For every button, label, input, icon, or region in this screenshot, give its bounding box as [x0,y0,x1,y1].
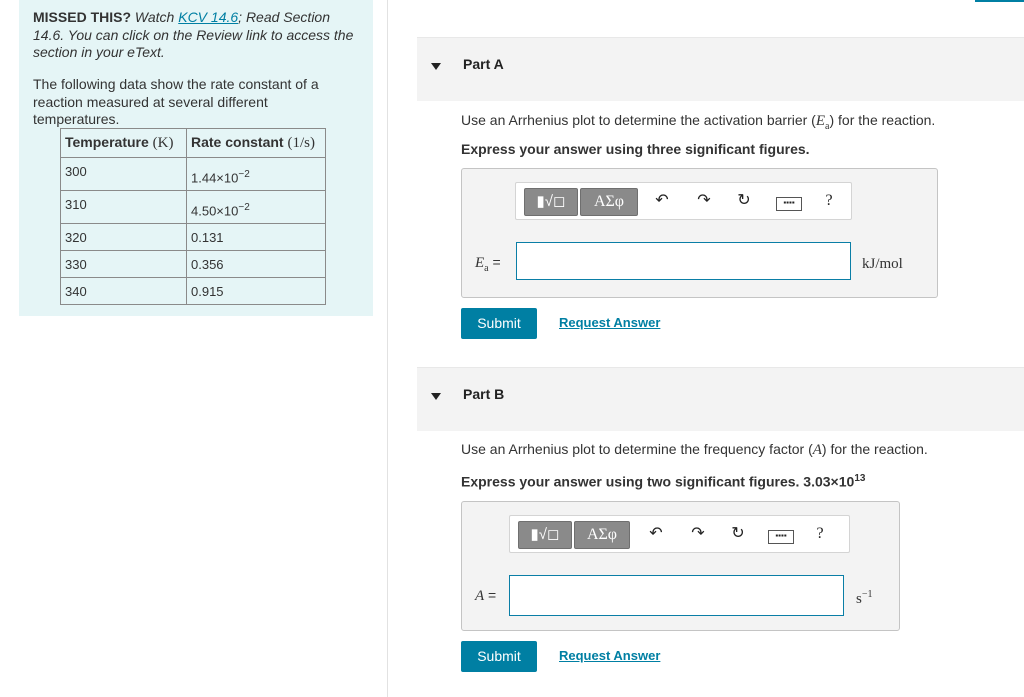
math-toolbar [515,182,852,220]
help-icon[interactable]: ? [816,525,824,542]
rate-cell: 0.356 [187,251,326,278]
table-row [61,251,326,278]
a-unit-label: $s^{-1}$ [856,589,873,607]
part-b-instruction: Express your answer using two significant figures. $3.03\times 10^{13}$ [461,473,866,490]
a-answer-input[interactable] [509,575,844,616]
part-a-instruction: Express your answer using three significant figures. [461,141,810,157]
top-accent-bar [975,0,1024,2]
part-b-title: Part B [463,386,505,402]
ea-answer-input[interactable] [516,242,851,280]
temp-cell: 340 [61,278,187,305]
table-header-row [61,129,326,158]
a-variable-label: A = [475,587,497,604]
greek-symbols-icon: ΑΣφ [586,526,618,543]
missed-this-label: MISSED THIS? [33,9,132,25]
temp-cell: 320 [61,224,187,251]
rate-constant-header: Rate constant (1/s) [187,129,326,158]
help-icon[interactable]: ? [825,192,833,209]
rate-cell: 0.131 [187,224,326,251]
rate-cell: 0.915 [187,278,326,305]
keyboard-icon[interactable]: ▪▪▪▪ [768,530,794,544]
part-a-submit-button[interactable]: Submit [461,308,537,339]
temperature-header: Temperature (K) [61,129,187,158]
part-a-answer-box [461,168,938,298]
rate-cell: $4.50\times 10^{-2}$ [187,191,326,224]
temp-cell: 300 [61,158,187,191]
part-a-header[interactable] [417,37,1024,101]
reset-icon[interactable]: ↻ [731,525,745,542]
collapse-caret-icon[interactable] [431,63,441,70]
keyboard-icon[interactable]: ▪▪▪▪ [776,197,802,211]
rate-cell: $1.44\times 10^{-2}$ [187,158,326,191]
collapse-caret-icon[interactable] [431,393,441,400]
table-row [61,158,326,191]
part-b-header[interactable] [417,367,1024,431]
part-b-submit-button[interactable]: Submit [461,641,537,672]
part-a-request-answer-link[interactable]: Request Answer [559,315,661,330]
ea-variable-label: $E_a$ = [475,254,501,274]
redo-icon[interactable]: ↷ [691,525,705,542]
part-a-title: Part A [463,56,504,72]
part-a-question: Use an Arrhenius plot to determine the activation barrier $(E_a)$ for the reaction. [461,112,936,132]
rate-constant-table [60,128,326,305]
templates-button[interactable] [518,521,572,549]
greek-symbols-icon: ΑΣφ [593,193,625,210]
part-b-answer-box [461,501,900,631]
reset-icon[interactable]: ↻ [737,192,751,209]
temp-cell: 310 [61,191,187,224]
redo-icon[interactable]: ↷ [697,192,711,209]
table-row [61,278,326,305]
ea-unit-label: kJ/mol [862,256,903,272]
part-b-question: Use an Arrhenius plot to determine the frequency factor (A) for the reaction. [461,441,928,458]
greek-symbols-button[interactable] [574,521,630,549]
kcv-video-link[interactable]: KCV 14.6 [178,9,239,25]
part-b-request-answer-link[interactable]: Request Answer [559,648,661,663]
read-section-text: ; Read Section 14.6. You can click on the Review link to access the section in your eText. [33,9,354,60]
undo-icon[interactable]: ↶ [649,525,663,542]
templates-icon: ▮√◻ [536,193,566,210]
templates-button[interactable] [524,188,578,216]
undo-icon[interactable]: ↶ [655,192,669,209]
problem-intro-text: The following data show the rate constant of a reaction measured at several different temperatures. [33,76,319,127]
panel-divider [387,0,388,697]
temp-cell: 330 [61,251,187,278]
templates-icon: ▮√◻ [530,526,560,543]
watch-prefix: Watch [134,9,175,25]
greek-symbols-button[interactable] [580,188,638,216]
problem-context-panel [19,0,373,316]
table-row [61,191,326,224]
missed-this-note [33,9,363,62]
table-row [61,224,326,251]
math-toolbar [509,515,850,553]
